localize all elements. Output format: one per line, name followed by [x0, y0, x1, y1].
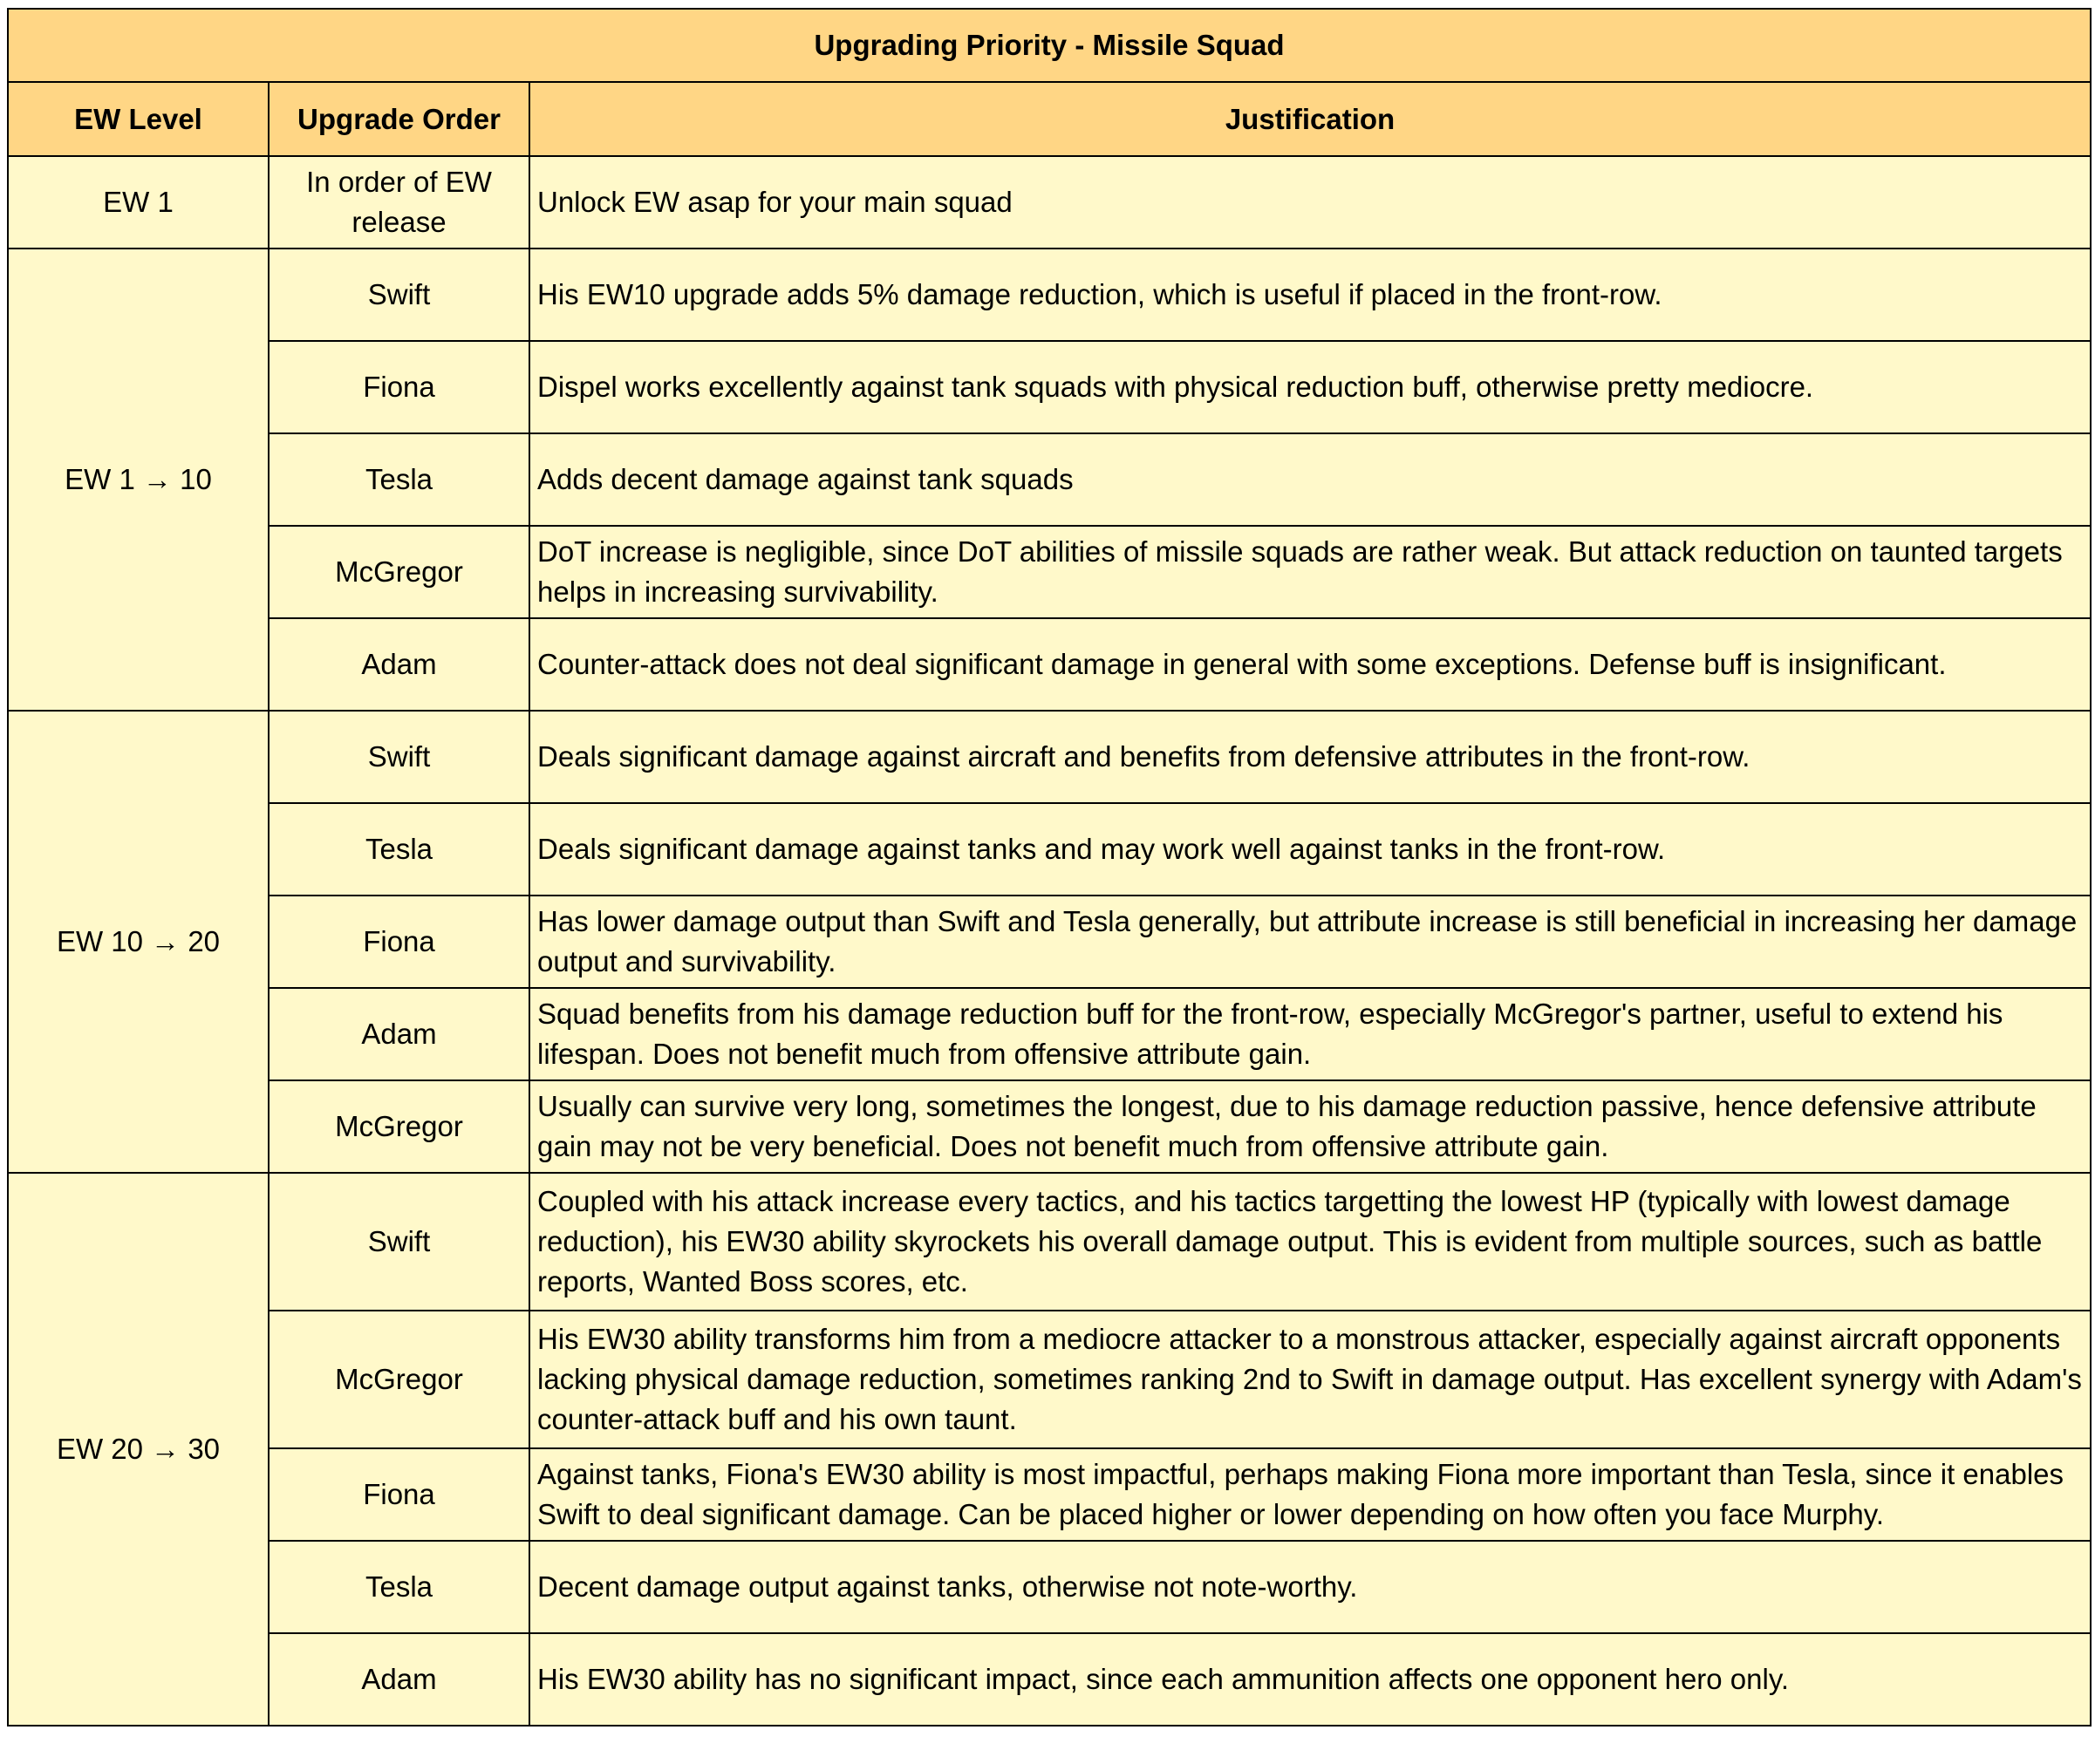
table-row: [8, 156, 2091, 249]
ew-level-cell: EW 20 → 30: [8, 1173, 269, 1726]
hero-cell: Swift: [269, 249, 529, 341]
justification-cell: Adds decent damage against tank squads: [529, 433, 2091, 526]
hero-cell: Tesla: [269, 433, 529, 526]
priority-table: [7, 8, 2092, 1727]
table-row: [8, 1633, 2091, 1726]
table-row: [8, 1080, 2091, 1173]
ew-level-cell: EW 10 → 20: [8, 711, 269, 1173]
header-ew-level: EW Level: [8, 82, 269, 156]
hero-cell: Swift: [269, 1173, 529, 1311]
header-upgrade-order: Upgrade Order: [269, 82, 529, 156]
justification-cell: Against tanks, Fiona's EW30 ability is most impactful, perhaps making Fiona more important than Tesla, since it enables Swift to deal significant damage. Can be placed higher or lower depending on how often you face Murphy.: [529, 1448, 2091, 1541]
justification-cell: Unlock EW asap for your main squad: [529, 156, 2091, 249]
table-row: [8, 1173, 2091, 1311]
table-row: [8, 988, 2091, 1080]
hero-cell: In order of EW release: [269, 156, 529, 249]
justification-cell: DoT increase is negligible, since DoT abilities of missile squads are rather weak. But attack reduction on taunted targets helps in increasing survivability.: [529, 526, 2091, 618]
justification-cell: Counter-attack does not deal significant damage in general with some exceptions. Defense buff is insignificant.: [529, 618, 2091, 711]
table-row: [8, 1448, 2091, 1541]
title-row: [8, 9, 2091, 82]
table-row: [8, 249, 2091, 341]
table-title: Upgrading Priority - Missile Squad: [8, 9, 2091, 82]
justification-cell: Has lower damage output than Swift and Tesla generally, but attribute increase is still beneficial in increasing her damage output and survivability.: [529, 896, 2091, 988]
hero-cell: McGregor: [269, 526, 529, 618]
justification-cell: His EW30 ability transforms him from a mediocre attacker to a monstrous attacker, especially against aircraft opponents lacking physical damage reduction, sometimes ranking 2nd to Swift in damage output. Has excellent synergy with Adam's counter-attack buff and his own taunt.: [529, 1311, 2091, 1448]
justification-cell: Squad benefits from his damage reduction buff for the front-row, especially McGregor's partner, useful to extend his lifespan. Does not benefit much from offensive attribute gain.: [529, 988, 2091, 1080]
hero-cell: Tesla: [269, 1541, 529, 1633]
hero-cell: Adam: [269, 1633, 529, 1726]
table-row: [8, 1541, 2091, 1633]
table-row: [8, 618, 2091, 711]
hero-cell: McGregor: [269, 1311, 529, 1448]
hero-cell: McGregor: [269, 1080, 529, 1173]
table-row: [8, 803, 2091, 896]
hero-cell: Fiona: [269, 341, 529, 433]
hero-cell: Adam: [269, 988, 529, 1080]
hero-cell: Fiona: [269, 896, 529, 988]
table-row: [8, 341, 2091, 433]
justification-cell: Dispel works excellently against tank squads with physical reduction buff, otherwise pretty mediocre.: [529, 341, 2091, 433]
justification-cell: Decent damage output against tanks, otherwise not note-worthy.: [529, 1541, 2091, 1633]
justification-cell: Deals significant damage against tanks and may work well against tanks in the front-row.: [529, 803, 2091, 896]
table-row: [8, 1311, 2091, 1448]
table-row: [8, 433, 2091, 526]
table-row: [8, 896, 2091, 988]
ew-level-cell: EW 1 → 10: [8, 249, 269, 711]
header-justification: Justification: [529, 82, 2091, 156]
ew-level-cell: EW 1: [8, 156, 269, 249]
table-row: [8, 526, 2091, 618]
table-row: [8, 711, 2091, 803]
hero-cell: Swift: [269, 711, 529, 803]
hero-cell: Fiona: [269, 1448, 529, 1541]
justification-cell: His EW10 upgrade adds 5% damage reduction, which is useful if placed in the front-row.: [529, 249, 2091, 341]
hero-cell: Tesla: [269, 803, 529, 896]
header-row: [8, 82, 2091, 156]
hero-cell: Adam: [269, 618, 529, 711]
justification-cell: Coupled with his attack increase every tactics, and his tactics targetting the lowest HP (typically with lowest damage reduction), his EW30 ability skyrockets his overall damage output. This is evident from multiple sources, such as battle reports, Wanted Boss scores, etc.: [529, 1173, 2091, 1311]
justification-cell: His EW30 ability has no significant impact, since each ammunition affects one opponent hero only.: [529, 1633, 2091, 1726]
justification-cell: Deals significant damage against aircraft and benefits from defensive attributes in the front-row.: [529, 711, 2091, 803]
justification-cell: Usually can survive very long, sometimes the longest, due to his damage reduction passive, hence defensive attribute gain may not be very beneficial. Does not benefit much from offensive attribute gain.: [529, 1080, 2091, 1173]
